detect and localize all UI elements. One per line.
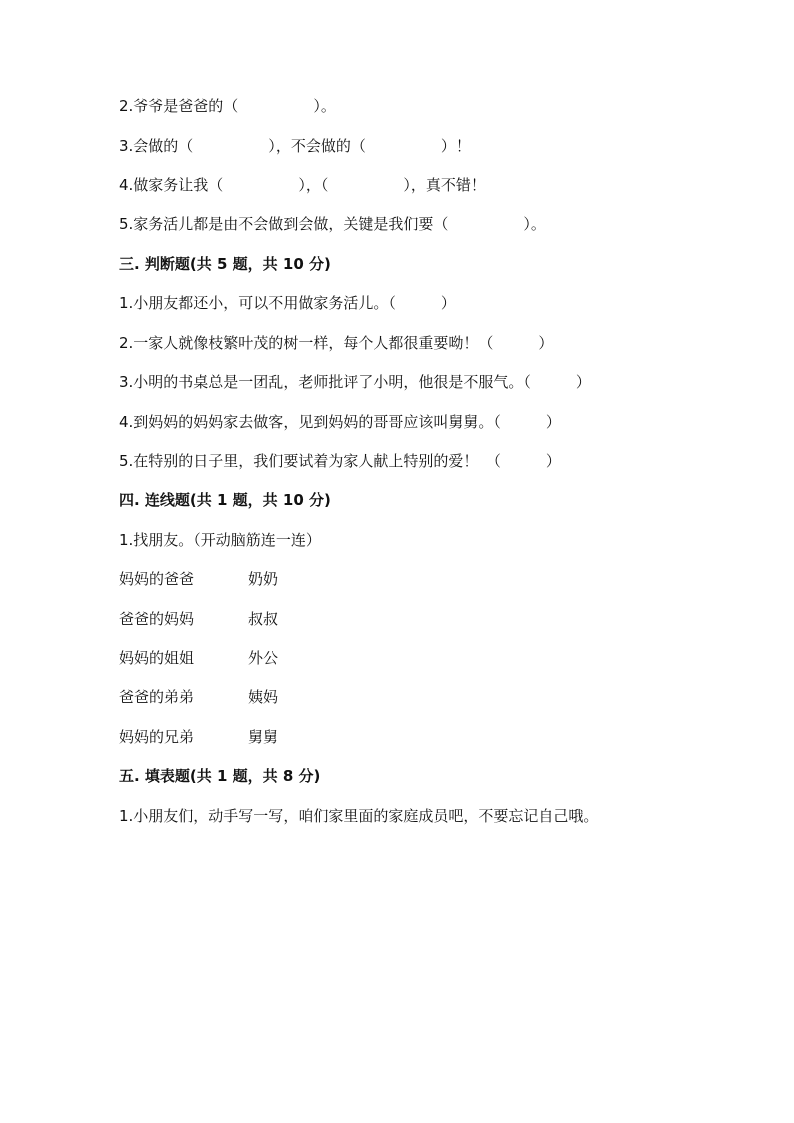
section4-title: 四. 连线题(共 1 题，共 10 分) — [119, 491, 331, 509]
match-right-item: 奶奶 — [248, 570, 279, 588]
fill-blank-item-3: 3.会做的（ ），不会做的（ ）！ — [119, 137, 471, 155]
match-right-item: 外公 — [248, 649, 279, 667]
match-left-item: 爸爸的妈妈 — [119, 610, 195, 628]
match-left-item: 妈妈的姐姐 — [119, 649, 195, 667]
judge-item-3: 3.小明的书桌总是一团乱，老师批评了小明，他很是不服气。（ ） — [119, 373, 591, 391]
fill-blank-item-2: 2.爷爷是爸爸的（ ）。 — [119, 97, 336, 115]
match-left-item: 妈妈的兄弟 — [119, 728, 195, 746]
fill-blank-item-5: 5.家务活儿都是由不会做到会做，关键是我们要（ ）。 — [119, 215, 546, 233]
match-right-item: 舅舅 — [248, 728, 279, 746]
judge-item-5: 5.在特别的日子里，我们要试着为家人献上特别的爱！ （ ） — [119, 452, 561, 470]
section5-title: 五. 填表题(共 1 题，共 8 分) — [119, 767, 321, 785]
match-left-item: 爸爸的弟弟 — [119, 688, 195, 706]
judge-item-1: 1.小朋友都还小，可以不用做家务活儿。（ ） — [119, 294, 456, 312]
judge-item-4: 4.到妈妈的妈妈家去做客，见到妈妈的哥哥应该叫舅舅。（ ） — [119, 413, 561, 431]
fill-blank-item-4: 4.做家务让我（ ），（ ），真不错！ — [119, 176, 486, 194]
match-left-item: 妈妈的爸爸 — [119, 570, 195, 588]
section3-title: 三. 判断题(共 5 题，共 10 分) — [119, 255, 331, 273]
match-right-item: 叔叔 — [248, 610, 279, 628]
match-question: 1.找朋友。（开动脑筋连一连） — [119, 531, 321, 549]
match-right-item: 姨妈 — [248, 688, 279, 706]
table-question: 1.小朋友们，动手写一写，咱们家里面的家庭成员吧，不要忘记自己哦。 — [119, 807, 599, 825]
judge-item-2: 2.一家人就像枝繁叶茂的树一样，每个人都很重要呦！（ ） — [119, 334, 554, 352]
